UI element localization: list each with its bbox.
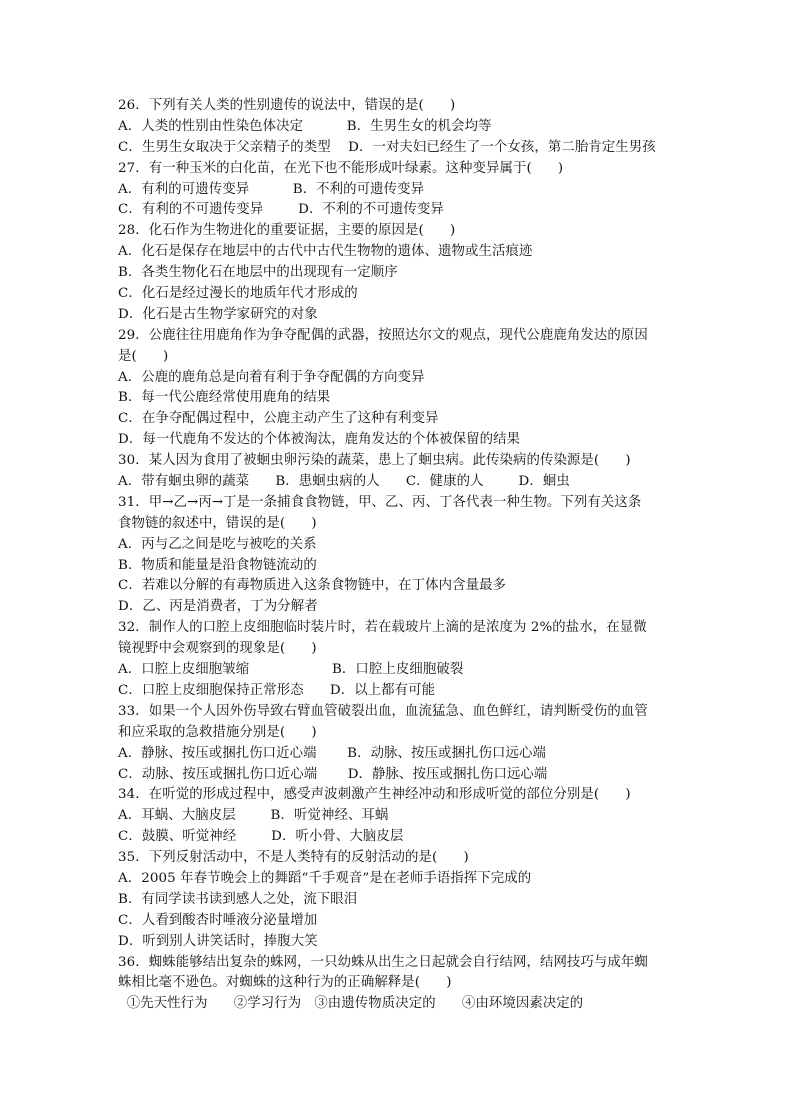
q29-option-d: D．每一代鹿角不发达的个体被淘汰，鹿角发达的个体被保留的结果 <box>118 432 521 448</box>
q31-option-c: C．若难以分解的有毒物质进入这条食物链中，在丁体内含量最多 <box>118 578 507 594</box>
q31-stem-line2: 食物链的叙述中，错误的是( ) <box>118 515 317 531</box>
q35-option-c: C．人看到酸杏时唾液分泌量增加 <box>118 912 318 928</box>
q31-option-b: B．物质和能量是沿食物链流动的 <box>118 557 317 573</box>
q27-options-ab: A．有利的可遗传变异 B．不利的可遗传变异 <box>118 181 425 197</box>
q29-option-b: B．每一代公鹿经常使用鹿角的结果 <box>118 390 331 406</box>
q29-option-a: A．公鹿的鹿角总是向着有利于争夺配偶的方向变异 <box>118 369 425 385</box>
q31-stem-line1: 31．甲→乙→丙→丁是一条捕食食物链，甲、乙、丙、丁各代表一种生物。下列有关这条 <box>118 494 642 510</box>
q35-option-b: B．有同学读书读到感人之处，流下眼泪 <box>118 891 358 907</box>
q32-options-ab: A．口腔上皮细胞皱缩 B．口腔上皮细胞破裂 <box>118 662 464 678</box>
q28-option-b: B．各类生物化石在地层中的出现现有一定顺序 <box>118 265 398 281</box>
q31-option-a: A．丙与乙之间是吃与被吃的关系 <box>118 536 317 552</box>
q28-option-a: A．化石是保存在地层中的古代中古代生物物的遗体、遗物或生活痕迹 <box>118 244 533 260</box>
q30-stem: 30．某人因为食用了被蛔虫卵污染的蔬菜，患上了蛔虫病。此传染病的传染源是( ) <box>118 453 631 469</box>
q32-stem-line2: 镜视野中会观察到的现象是( ) <box>118 641 317 657</box>
q29-stem-line1: 29．公鹿往往用鹿角作为争夺配偶的武器，按照达尔文的观点，现代公鹿鹿角发达的原因 <box>118 327 648 343</box>
q36-stem-line1: 36．蜘蛛能够结出复杂的蛛网，一只幼蛛从出生之日起就会自行结网，结网技巧与成年蜘 <box>118 954 648 970</box>
q33-stem-line2: 和应采取的急救措施分别是( ) <box>118 724 317 740</box>
q35-option-d: D．听到别人讲笑话时，捧腹大笑 <box>118 933 318 949</box>
q27-stem: 27．有一种玉米的白化苗，在光下也不能形成叶绿素。这种变异属于( ) <box>118 160 564 176</box>
q34-options-cd: C．鼓膜、听觉神经 D．听小骨、大脑皮层 <box>118 829 404 845</box>
q26-options-ab: A．人类的性别由性染色体决定 B．生男生女的机会均等 <box>118 118 492 134</box>
q33-options-cd: C．动脉、按压或捆扎伤口近心端 D．静脉、按压或捆扎伤口远心端 <box>118 766 548 782</box>
q29-stem-line2: 是( ) <box>118 348 169 364</box>
question-text-block <box>118 96 678 1015</box>
q30-options: A．带有蛔虫卵的蔬菜 B．患蛔虫病的人 C．健康的人 D．蛔虫 <box>118 474 570 490</box>
q26-options-cd: C．生男生女取决于父亲精子的类型 D．一对夫妇已经生了一个女孩，第二胎肯定生男孩 <box>118 139 656 155</box>
q27-options-cd: C．有利的不可遗传变异 D．不利的不可遗传变异 <box>118 202 444 218</box>
q34-options-ab: A．耳蜗、大脑皮层 B．听觉神经、耳蜗 <box>118 808 389 824</box>
q35-option-a: A．2005 年春节晚会上的舞蹈“千手观音”是在老师手语指挥下完成的 <box>118 870 532 886</box>
q33-stem-line1: 33．如果一个人因外伤导致右臂血管破裂出血，血流猛急、血色鲜红，请判断受伤的血管 <box>118 703 648 719</box>
q28-option-d: D．化石是古生物学家研究的对象 <box>118 306 318 322</box>
q32-stem-line1: 32．制作人的口腔上皮细胞临时装片时，若在载玻片上滴的是浓度为 2%的盐水，在显微 <box>118 620 647 636</box>
q26-stem: 26．下列有关人类的性别遗传的说法中，错误的是( ) <box>118 98 456 113</box>
q28-stem: 28．化石作为生物进化的重要证据，主要的原因是( ) <box>118 223 456 239</box>
q31-option-d: D．乙、丙是消费者，丁为分解者 <box>118 599 318 615</box>
q33-options-ab: A．静脉、按压或捆扎伤口近心端 B．动脉、按压或捆扎伤口远心端 <box>118 745 546 761</box>
q34-stem: 34．在听觉的形成过程中，感受声波刺激产生神经冲动和形成听觉的部位分别是( ) <box>118 787 631 803</box>
q36-stem-line2: 蛛相比毫不逊色。对蜘蛛的这种行为的正确解释是( ) <box>118 975 452 991</box>
q28-option-c: C．化石是经过漫长的地质年代才形成的 <box>118 286 358 302</box>
q36-choices: ①先天性行为 ②学习行为 ③由遗传物质决定的 ④由环境因素决定的 <box>118 996 584 1012</box>
q29-option-c: C．在争夺配偶过程中，公鹿主动产生了这种有利变异 <box>118 411 439 427</box>
q32-options-cd: C．口腔上皮细胞保持正常形态 D．以上都有可能 <box>118 682 436 698</box>
q35-stem: 35．下列反射活动中，不是人类特有的反射活动的是( ) <box>118 850 469 866</box>
